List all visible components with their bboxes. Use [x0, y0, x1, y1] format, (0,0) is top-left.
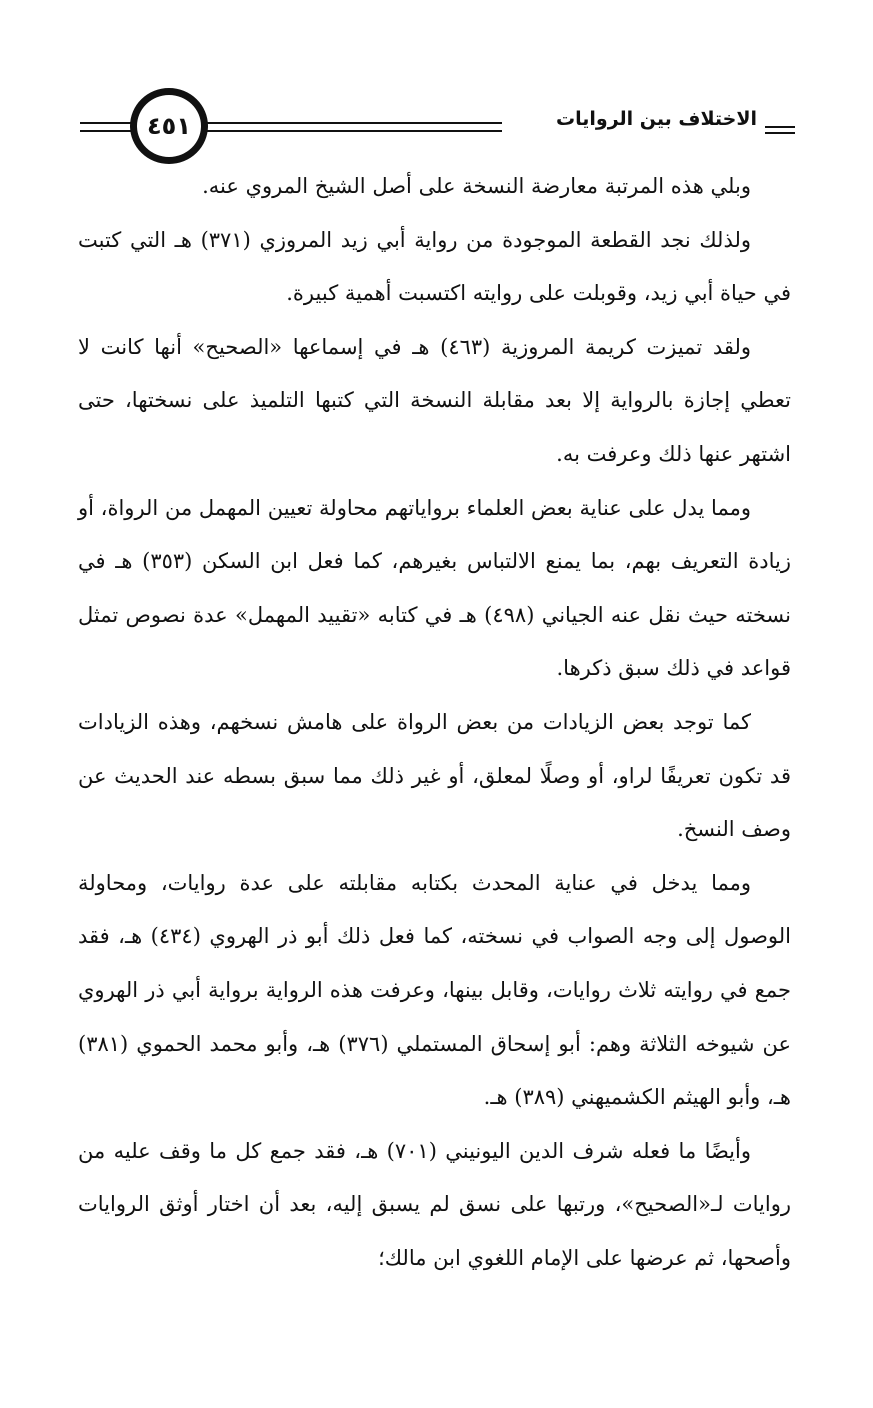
header-rule-left-bottom: [80, 130, 135, 132]
header-rule-left-top: [80, 122, 135, 124]
paragraph-7: وأيضًا ما فعله شرف الدين اليونيني (٧٠١) هـ، فقد جمع كل ما وقف عليه من روايات لـ«الصحيح»، ورتبها على نسق لم يسبق إليه، بعد أن اختار أوثق الروايات وأصحها، ثم عرضها على الإمام اللغوي ابن مالك؛: [78, 1138, 791, 1270]
header-rule-right-top: [765, 126, 795, 128]
paragraph-3: ولقد تميزت كريمة المروزية (٤٦٣) هـ في إسماعها «الصحيح» أنها كانت لا تعطي إجازة بالرواية إلا بعد مقابلة النسخة التي كتبها التلميذ على نسختها، حتى اشتهر عنها ذلك وعرفت به.: [78, 334, 791, 466]
page-number-ring: [130, 88, 208, 164]
page-body: [78, 160, 791, 1285]
header-rule-center-top: [202, 122, 502, 124]
paragraph-5: كما توجد بعض الزيادات من بعض الرواة على هامش نسخهم، وهذه الزيادات قد تكون تعريفًا لراو، أو وصلًا لمعلق، أو غير ذلك مما سبق بسطه عند الحديث عن وصف النسخ.: [78, 709, 791, 842]
page-header: [80, 86, 795, 166]
running-title: الاختلاف بين الروايات: [556, 108, 757, 130]
header-rule-center-bottom: [202, 130, 502, 132]
paragraph-4: ومما يدل على عناية بعض العلماء برواياتهم محاولة تعيين المهمل من الرواة، أو زيادة التعريف بهم، بما يمنع الالتباس بغيرهم، كما فعل ابن السكن (٣٥٣) هـ في نسخته حيث نقل عنه الجياني (٤٩٨) هـ في كتابه «تقييد المهمل» عدة نصوص تمثل قواعد في ذلك سبق ذكرها.: [78, 495, 792, 681]
paragraph-6: ومما يدخل في عناية المحدث بكتابه مقابلته على عدة روايات، ومحاولة الوصول إلى وجه الصواب في نسخته، كما فعل ذلك أبو ذر الهروي (٤٣٤) هـ، فقد جمع في روايته ثلاث روايات، وقابل بينها، وعرفت هذه الرواية برواية أبي ذر الهروي عن شيوخه الثلاثة وهم: أبو إسحاق المستملي (٣٧٦) هـ، وأبو محمد الحموي (٣٨١) هـ، وأبو الهيثم الكشميهني (٣٨٩) هـ.: [78, 870, 791, 1110]
paragraph-2: ولذلك نجد القطعة الموجودة من رواية أبي زيد المروزي (٣٧١) هـ التي كتبت في حياة أبي زيد، وقوبلت على روايته اكتسبت أهمية كبيرة.: [78, 227, 791, 306]
page-number: ٤٥١: [147, 112, 191, 140]
paragraph-1: وبلي هذه المرتبة معارضة النسخة على أصل الشيخ المروي عنه.: [202, 174, 751, 198]
header-rule-right-bottom: [765, 132, 795, 134]
